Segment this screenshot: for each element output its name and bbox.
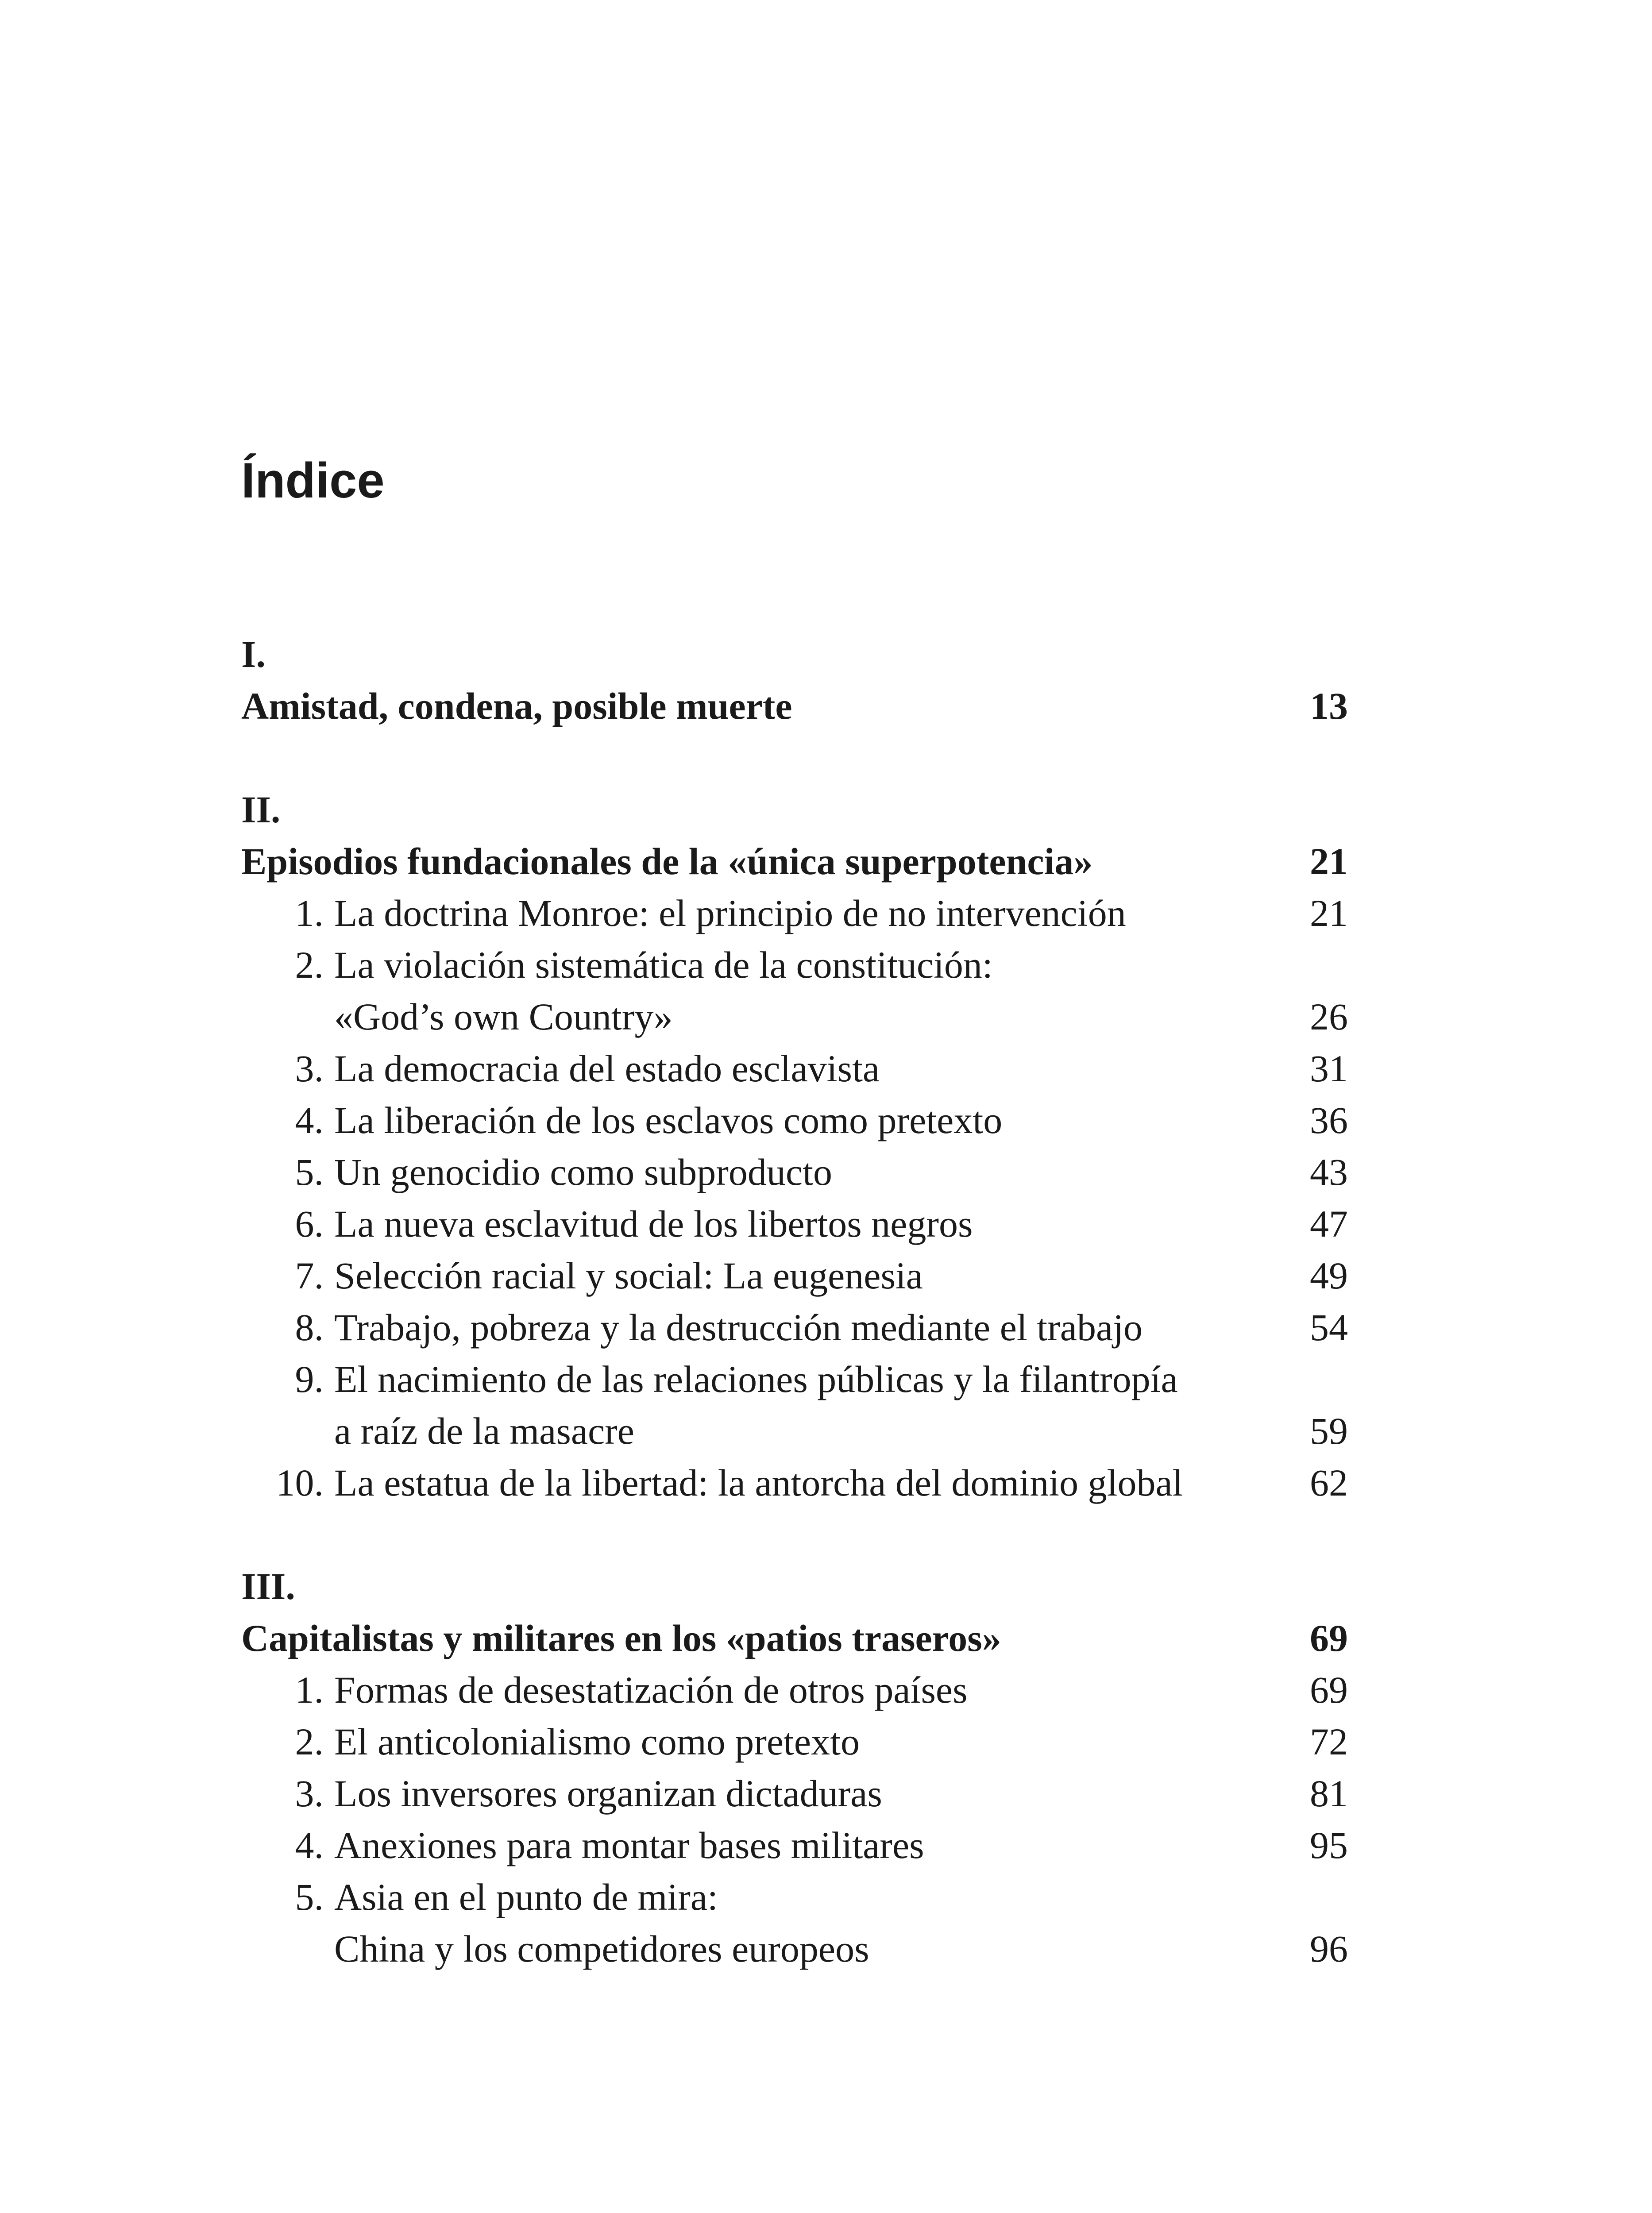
entry-number: 3.	[295, 1047, 324, 1090]
entry-page-number: 95	[1310, 1824, 1348, 1866]
entry-page-number: 69	[1310, 1669, 1348, 1711]
toc-entry-line	[241, 1405, 1348, 1457]
toc-entry-line	[241, 1250, 1348, 1302]
toc-entry[interactable]	[241, 1768, 1348, 1820]
entry-title: Anexiones para montar bases militares	[334, 1824, 924, 1866]
section-heading: Episodios fundacionales de la «única superpotencia»	[241, 840, 1093, 883]
entry-number: 9.	[295, 1358, 324, 1400]
toc-entry[interactable]	[241, 1457, 1348, 1509]
entry-number: 5.	[295, 1151, 324, 1193]
toc-entry[interactable]	[241, 1716, 1348, 1768]
toc-entry[interactable]	[241, 887, 1348, 939]
entry-page-number: 21	[1310, 892, 1348, 934]
section-heading: Capitalistas y militares en los «patios traseros»	[241, 1617, 1001, 1659]
entry-number: 2.	[295, 1720, 324, 1763]
entry-title: Trabajo, pobreza y la destrucción mediante el trabajo	[334, 1306, 1143, 1349]
entry-number: 4.	[295, 1099, 324, 1141]
section-numeral: I.	[241, 633, 266, 675]
entry-number: 1.	[295, 1669, 324, 1711]
entry-number: 6.	[295, 1203, 324, 1245]
section-numeral: II.	[241, 788, 281, 831]
toc-entry-line	[241, 1043, 1348, 1095]
table-of-contents	[241, 628, 1348, 2027]
entry-title: Un genocidio como subproducto	[334, 1151, 832, 1193]
entry-title: a raíz de la masacre	[334, 1410, 634, 1452]
entry-title: La liberación de los esclavos como pretexto	[334, 1099, 1003, 1141]
entry-title: «God’s own Country»	[334, 995, 673, 1038]
toc-entry-line	[241, 1302, 1348, 1353]
entry-title: La doctrina Monroe: el principio de no intervención	[334, 892, 1126, 934]
toc-entry-line	[241, 1768, 1348, 1820]
toc-entry[interactable]	[241, 1043, 1348, 1095]
entry-page-number: 81	[1310, 1772, 1348, 1815]
toc-entry[interactable]	[241, 1664, 1348, 1716]
entry-page-number: 26	[1310, 995, 1348, 1038]
page-title: Índice	[241, 453, 385, 508]
toc-entry[interactable]	[241, 1250, 1348, 1302]
entry-page-number: 62	[1310, 1461, 1348, 1504]
toc-entry-line	[241, 1820, 1348, 1871]
entry-title: La violación sistemática de la constitución:	[334, 944, 993, 986]
entry-title: Formas de desestatización de otros países	[334, 1669, 968, 1711]
entry-page-number: 47	[1310, 1203, 1348, 1245]
section-page-number: 13	[1310, 685, 1348, 727]
toc-entry[interactable]	[241, 1198, 1348, 1250]
entry-page-number: 96	[1310, 1928, 1348, 1970]
entry-title: El anticolonialismo como pretexto	[334, 1720, 860, 1763]
toc-entry-line	[241, 1871, 1348, 1923]
toc-entry-line	[241, 939, 1348, 991]
entry-page-number: 43	[1310, 1151, 1348, 1193]
entry-number: 5.	[295, 1876, 324, 1918]
entry-page-number: 36	[1310, 1099, 1348, 1141]
toc-entry-line	[241, 887, 1348, 939]
entry-number: 7.	[295, 1254, 324, 1297]
toc-entry-line	[241, 1146, 1348, 1198]
entry-number: 4.	[295, 1824, 324, 1866]
section-heading: Amistad, condena, posible muerte	[241, 685, 792, 727]
toc-entry[interactable]	[241, 1146, 1348, 1198]
entry-page-number: 59	[1310, 1410, 1348, 1452]
entry-title: La nueva esclavitud de los libertos negros	[334, 1203, 973, 1245]
toc-section	[241, 1561, 1348, 1975]
entry-number: 8.	[295, 1306, 324, 1349]
section-heading-row[interactable]	[241, 1612, 1348, 1664]
section-page-number: 21	[1310, 840, 1348, 883]
section-numeral: III.	[241, 1565, 295, 1608]
entry-number: 10.	[276, 1461, 324, 1504]
entry-title: La democracia del estado esclavista	[334, 1047, 880, 1090]
entry-title: La estatua de la libertad: la antorcha del dominio global	[334, 1461, 1183, 1504]
section-heading-row[interactable]	[241, 680, 1348, 732]
entry-title: Los inversores organizan dictaduras	[334, 1772, 882, 1815]
entry-number: 2.	[295, 944, 324, 986]
toc-entry-line	[241, 1716, 1348, 1768]
entry-number: 1.	[295, 892, 324, 934]
entry-title: Asia en el punto de mira:	[334, 1876, 718, 1918]
entry-title: China y los competidores europeos	[334, 1928, 869, 1970]
entry-page-number: 54	[1310, 1306, 1348, 1349]
section-page-number: 69	[1310, 1617, 1348, 1659]
toc-entry-line	[241, 991, 1348, 1043]
toc-entry-line	[241, 1457, 1348, 1509]
entry-title: Selección racial y social: La eugenesia	[334, 1254, 923, 1297]
toc-entry[interactable]	[241, 1302, 1348, 1353]
section-heading-row[interactable]	[241, 836, 1348, 887]
toc-entry-line	[241, 1923, 1348, 1975]
toc-entry-line	[241, 1198, 1348, 1250]
toc-entry-line	[241, 1353, 1348, 1405]
toc-entry[interactable]	[241, 1353, 1348, 1457]
toc-entry[interactable]	[241, 939, 1348, 1043]
entry-page-number: 31	[1310, 1047, 1348, 1090]
entry-title: El nacimiento de las relaciones públicas y la filantropía	[334, 1358, 1178, 1400]
entry-number: 3.	[295, 1772, 324, 1815]
toc-entry-line	[241, 1095, 1348, 1146]
entry-page-number: 72	[1310, 1720, 1348, 1763]
toc-entry[interactable]	[241, 1095, 1348, 1146]
toc-entry[interactable]	[241, 1871, 1348, 1975]
toc-entry[interactable]	[241, 1820, 1348, 1871]
toc-section	[241, 784, 1348, 1509]
toc-entry-line	[241, 1664, 1348, 1716]
toc-section	[241, 628, 1348, 732]
entry-page-number: 49	[1310, 1254, 1348, 1297]
